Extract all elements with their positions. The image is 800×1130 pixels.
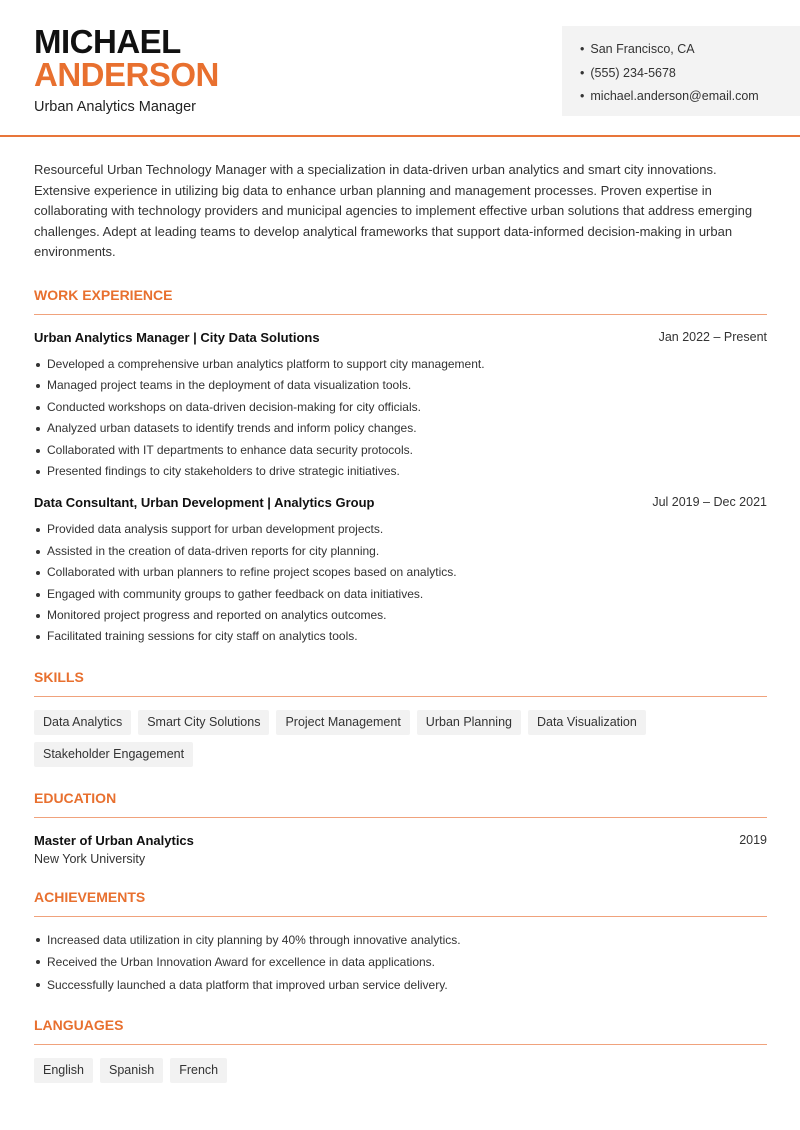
contact-phone: • (555) 234-5678 — [580, 62, 800, 86]
language-tag: Spanish — [100, 1058, 163, 1083]
skill-tag: Data Visualization — [528, 710, 646, 735]
section-heading-languages: LANGUAGES — [34, 1017, 767, 1045]
skill-tag: Urban Planning — [417, 710, 521, 735]
bullet-item: Monitored project progress and reported on analytics outcomes. — [34, 605, 767, 626]
achievements-list — [34, 929, 767, 997]
job-title: Urban Analytics Manager | City Data Solutions — [34, 329, 320, 345]
bullet-item: Managed project teams in the deployment of data visualization tools. — [34, 375, 767, 396]
job-header — [34, 494, 767, 511]
job-bullets — [34, 354, 767, 482]
bullet-item: Analyzed urban datasets to identify trends and inform policy changes. — [34, 418, 767, 439]
bullet-item: Developed a comprehensive urban analytics platform to support city management. — [34, 354, 767, 375]
resume-header — [0, 0, 800, 137]
skill-tag: Data Analytics — [34, 710, 131, 735]
section-heading-skills: SKILLS — [34, 669, 767, 697]
skill-tag: Stakeholder Engagement — [34, 742, 193, 767]
summary: Resourceful Urban Technology Manager with a specialization in data-driven urban analytics and smart city innovations. Extensive experience in utilizing big data to enhance urban planning and management processes. Proven expertise in collaborating with technology providers and municipal agencies to implement effective urban solutions that address emerging challenges. Adept at leading teams to develop analytical frameworks that support data-informed decision-making in urban environments. — [34, 162, 753, 260]
section-heading-education: EDUCATION — [34, 790, 767, 818]
degree: Master of Urban Analytics — [34, 832, 194, 848]
last-name: ANDERSON — [34, 56, 219, 93]
job-title: Urban Analytics Manager — [34, 99, 196, 115]
job-dates: Jan 2022 – Present — [658, 329, 767, 344]
contact-box — [562, 26, 800, 116]
bullet-item: Collaborated with urban planners to refine project scopes based on analytics. — [34, 562, 767, 583]
first-name: MICHAEL — [34, 23, 181, 60]
achievement-item: Increased data utilization in city planning by 40% through innovative analytics. — [34, 929, 767, 952]
achievement-item: Successfully launched a data platform that improved urban service delivery. — [34, 974, 767, 997]
education-entry — [34, 832, 767, 849]
school: New York University — [34, 851, 146, 866]
bullet-item: Conducted workshops on data-driven decision-making for city officials. — [34, 397, 767, 418]
job-bullets — [34, 519, 767, 647]
bullet-item: Collaborated with IT departments to enhance data security protocols. — [34, 440, 767, 461]
skill-tag: Smart City Solutions — [138, 710, 269, 735]
achievement-item: Received the Urban Innovation Award for excellence in data applications. — [34, 951, 767, 974]
job-header — [34, 329, 767, 346]
job-title: Data Consultant, Urban Development | Analytics Group — [34, 495, 375, 511]
contact-email[interactable]: • michael.anderson@email.com — [580, 85, 800, 109]
bullet-item: Engaged with community groups to gather feedback on data initiatives. — [34, 584, 767, 605]
bullet-item: Presented findings to city stakeholders to drive strategic initiatives. — [34, 461, 767, 482]
job-dates: Jul 2019 – Dec 2021 — [652, 495, 767, 510]
bullet-item: Provided data analysis support for urban development projects. — [34, 519, 767, 540]
education-year: 2019 — [739, 832, 767, 847]
skills-list — [34, 710, 767, 767]
bullet-item: Facilitated training sessions for city staff on analytics tools. — [34, 626, 767, 647]
bullet-item: Assisted in the creation of data-driven reports for city planning. — [34, 541, 767, 562]
contact-location: • San Francisco, CA — [580, 38, 800, 62]
skill-tag: Project Management — [276, 710, 409, 735]
section-heading-work: WORK EXPERIENCE — [34, 287, 767, 315]
language-tag: English — [34, 1058, 93, 1083]
languages-list — [34, 1058, 767, 1083]
section-heading-achievements: ACHIEVEMENTS — [34, 889, 767, 917]
language-tag: French — [170, 1058, 227, 1083]
